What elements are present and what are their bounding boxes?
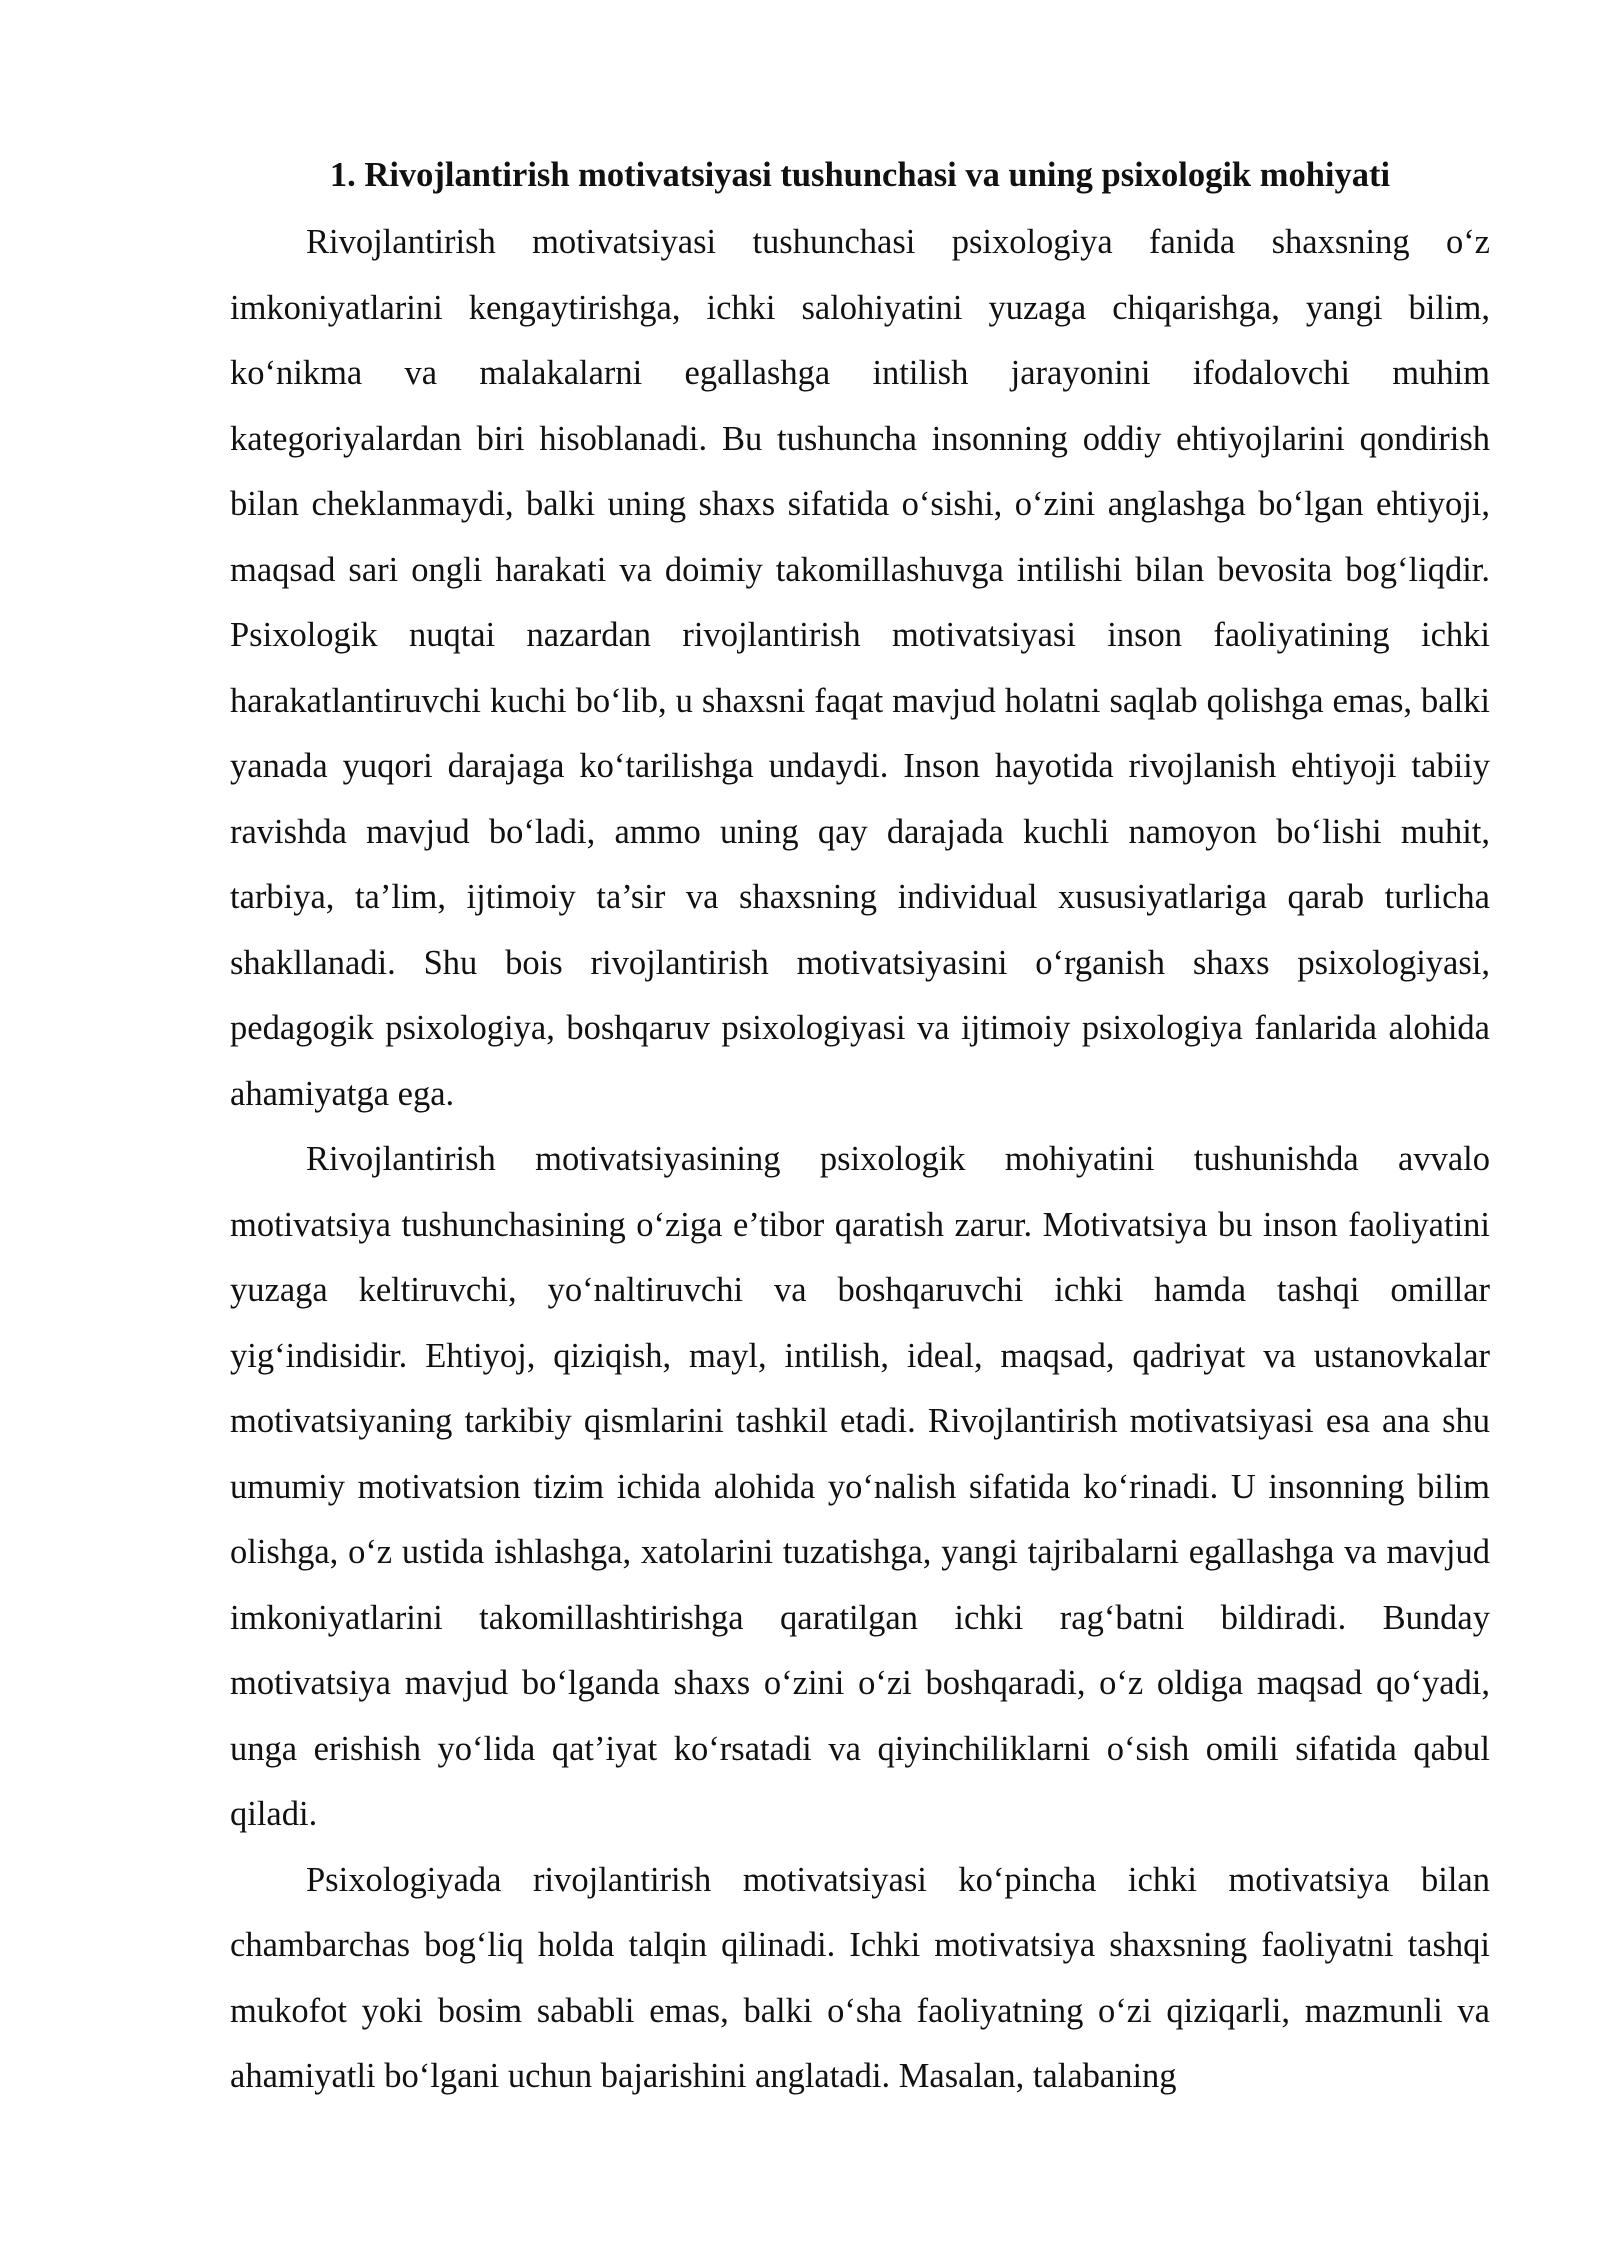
section-heading: 1. Rivojlantirish motivatsiyasi tushunchasi va uning psixologik mohiyati <box>329 156 1391 194</box>
document-body <box>230 150 1490 2110</box>
paragraph-2: Rivojlantirish motivatsiyasining psixologik mohiyatini tushunishda avvalo motivatsiya tushunchasining o‘ziga e’tibor qaratish zarur. Motivatsiya bu inson faoliyatini yuzaga keltiruvchi, yo‘naltiruvchi va boshqaruvchi ichki hamda tashqi omillar yig‘indisidir. Ehtiyoj, qiziqish, mayl, intilish, ideal, maqsad, qadriyat va ustanovkalar motivatsiyaning tarkibiy qismlarini tashkil etadi. Rivojlantirish motivatsiyasi esa ana shu umumiy motivatsion tizim ichida alohida yo‘nalish sifatida ko‘rinadi. U insonning bilim olishga, o‘z ustida ishlashga, xatolarini tuzatishga, yangi tajribalarni egallashga va mavjud imkoniyatlarini takomillashtirishga qaratilgan ichki rag‘batni bildiradi. Bunday motivatsiya mavjud bo‘lganda shaxs o‘zini o‘zi boshqaradi, o‘z oldiga maqsad qo‘yadi, unga erishish yo‘lida qat’iyat ko‘rsatadi va qiyinchiliklarni o‘sish omili sifatida qabul qiladi. <box>230 1140 1490 1833</box>
paragraph-1: Rivojlantirish motivatsiyasi tushunchasi psixologiya fanida shaxsning o‘z imkoniyatlarini kengaytirishga, ichki salohiyatini yuzaga chiqarishga, yangi bilim, ko‘nikma va malakalarni egallashga intilish jarayonini ifodalovchi muhim kategoriyalardan biri hisoblanadi. Bu tushuncha insonning oddiy ehtiyojlarini qondirish bilan cheklanmaydi, balki uning shaxs sifatida o‘sishi, o‘zini anglashga bo‘lgan ehtiyoji, maqsad sari ongli harakati va doimiy takomillashuvga intilishi bilan bevosita bog‘liqdir. Psixologik nuqtai nazardan rivojlantirish motivatsiyasi inson faoliyatining ichki harakatlantiruvchi kuchi bo‘lib, u shaxsni faqat mavjud holatni saqlab qolishga emas, balki yanada yuqori darajaga ko‘tarilishga undaydi. Inson hayotida rivojlanish ehtiyoji tabiiy ravishda mavjud bo‘ladi, ammo uning qay darajada kuchli namoyon bo‘lishi muhit, tarbiya, ta’lim, ijtimoiy ta’sir va shaxsning individual xususiyatlariga qarab turlicha shakllanadi. Shu bois rivojlantirish motivatsiyasini o‘rganish shaxs psixologiyasi, pedagogik psixologiya, boshqaruv psixologiyasi va ijtimoiy psixologiya fanlarida alohida ahamiyatga ega. <box>230 223 1490 1113</box>
paragraph-3: Psixologiyada rivojlantirish motivatsiyasi ko‘pincha ichki motivatsiya bilan chambarchas bog‘liq holda talqin qilinadi. Ichki motivatsiya shaxsning faoliyatni tashqi mukofot yoki bosim sababli emas, balki o‘sha faoliyatning o‘zi qiziqarli, mazmunli va ahamiyatli bo‘lgani uchun bajarishini anglatadi. Masalan, talabaning <box>230 1860 1490 2095</box>
